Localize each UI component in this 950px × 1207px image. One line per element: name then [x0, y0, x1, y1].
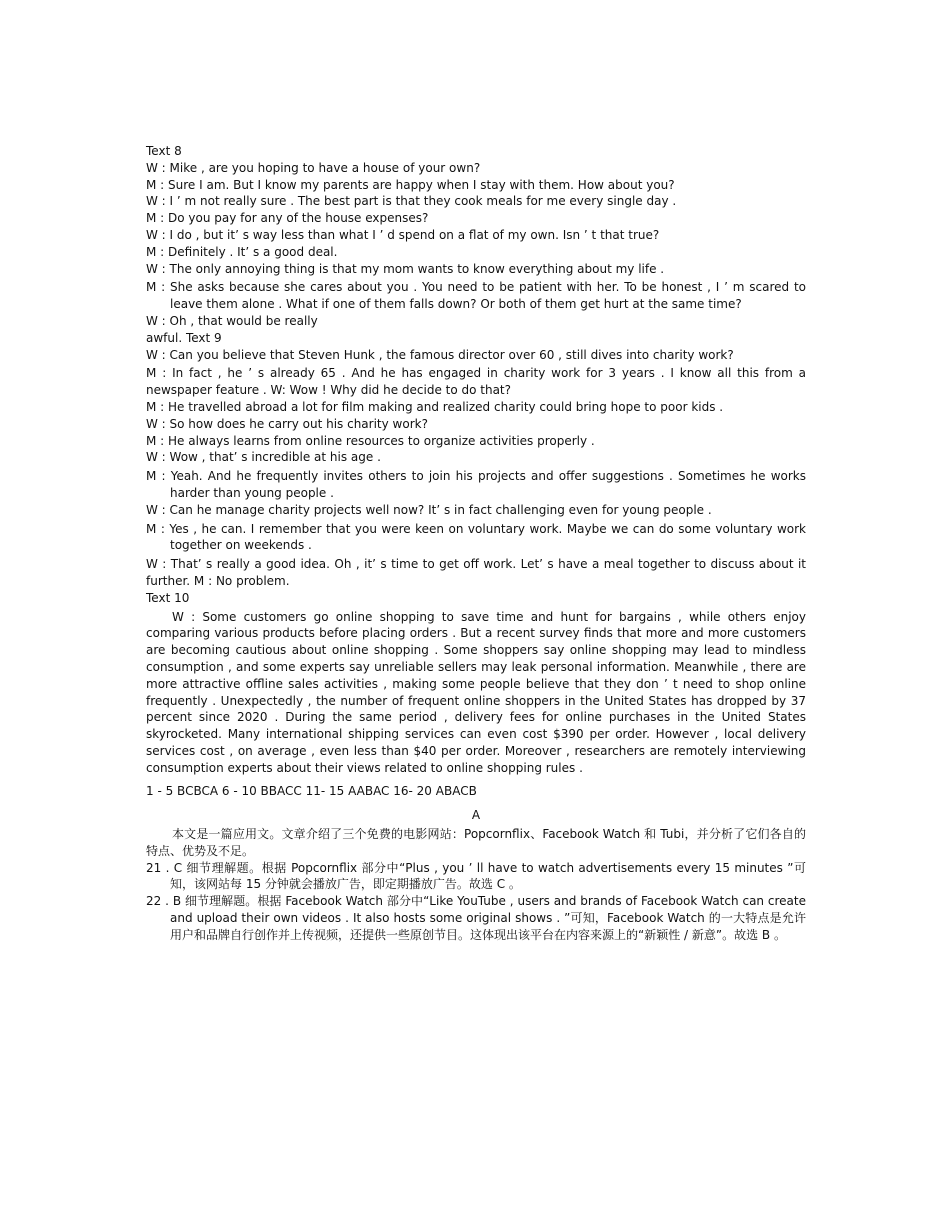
document-page [146, 143, 806, 944]
answer-explanation: 21 . C 细节理解题。根据 Popcornflix 部分中“Plus , you ’ ll have to watch advertisements every 15 minutes ”可知，该网站每 15 分钟就会播放广告，即定期播放广告。故选 C 。 [146, 860, 806, 892]
dialogue-line: M : Yes , he can. I remember that you were keen on voluntary work. Maybe we can do some voluntary work together on weekends . [146, 521, 806, 553]
text10-heading: Text 10 [146, 590, 190, 605]
text9-heading: awful. Text 9 [146, 330, 222, 345]
dialogue-line: M : In fact , he ’ s already 65 . And he has engaged in charity work for 3 years . I know all this from a newspaper feature . W: Wow ! Why did he decide to do that? [146, 366, 806, 398]
dialogue-line: W : Can he manage charity projects well now? It’ s in fact challenging even for young people . [146, 502, 712, 517]
dialogue-line: W : The only annoying thing is that my mom wants to know everything about my life . [146, 261, 665, 276]
text10-paragraph: W : Some customers go online shopping to save time and hunt for bargains , while others enjoy comparing various products before placing orders . But a recent survey finds that more and more customers are becoming cautious about online shopping . Some shoppers say online shopping may lead to mindless consumption , and some experts say unreliable sellers may leak personal information. Meanwhile , there are more attractive offline sales activities , making some people believe that they don ’ t need to shop online frequently . Unexpectedly , the number of frequent online shoppers in the United States has dropped by 37 percent since 2020 . During the same period , delivery fees for online purchases in the United States skyrocketed. Many international shipping services can even cost $390 per order. However , local delivery services cost , on average , even less than $40 per order. Moreover , researchers are remotely interviewing consumption experts about their views related to online shopping rules . [146, 609, 806, 775]
dialogue-line: M : She asks because she cares about you . You need to be patient with her. To be honest , I ’ m scared to leave them alone . What if one of them falls down? Or both of them get hurt at the same time? [146, 280, 806, 312]
dialogue-line: W : Wow , that’ s incredible at his age . [146, 450, 381, 465]
dialogue-line: M : Do you pay for any of the house expenses? [146, 211, 429, 226]
dialogue-line: M : Definitely . It’ s a good deal. [146, 244, 338, 259]
section-a-intro: 本文是一篇应用文。文章介绍了三个免费的电影网站：Popcornflix、Facebook Watch 和 Tubi，并分析了它们各自的特点、优势及不足。 [146, 827, 806, 858]
dialogue-line: W : I ’ m not really sure . The best part is that they cook meals for me every single day . [146, 194, 677, 209]
dialogue-line: W : So how does he carry out his charity work? [146, 416, 428, 431]
dialogue-line: W : Can you believe that Steven Hunk , the famous director over 60 , still dives into charity work? [146, 347, 734, 362]
dialogue-line: M : Sure I am. But I know my parents are happy when I stay with them. How about you? [146, 177, 675, 192]
dialogue-line: W : Oh , that would be really [146, 313, 318, 328]
dialogue-line: M : He always learns from online resources to organize activities properly . [146, 433, 595, 448]
answer-explanation: 22 . B 细节理解题。根据 Facebook Watch 部分中“Like YouTube , users and brands of Facebook Watch can create and upload their own videos . It also hosts some original shows . ”可知，Facebook Watch 的一大特点是允许用户和品牌自行创作并上传视频，还提供一些原创节目。这体现出该平台在内容来源上的“新颖性 / 新意”。故选 B 。 [146, 894, 806, 942]
dialogue-line: M : He travelled abroad a lot for film making and realized charity could bring hope to poor kids . [146, 399, 724, 414]
answer-key: 1 - 5 BCBCA 6 - 10 BBACC 11- 15 AABAC 16- 20 ABACB [146, 784, 477, 799]
dialogue-line: M : Yeah. And he frequently invites others to join his projects and offer suggestions . Sometimes he works harder than young people . [146, 469, 806, 500]
dialogue-line: W : Mike , are you hoping to have a house of your own? [146, 160, 481, 175]
section-a-title: A [471, 808, 481, 823]
dialogue-line: W : That’ s really a good idea. Oh , it’ s time to get off work. Let’ s have a meal together to discuss about it further. M : No problem. [146, 557, 806, 588]
text8-heading: Text 8 [146, 144, 182, 158]
dialogue-line: W : I do , but it’ s way less than what I ’ d spend on a flat of my own. Isn ’ t that true? [146, 227, 660, 242]
